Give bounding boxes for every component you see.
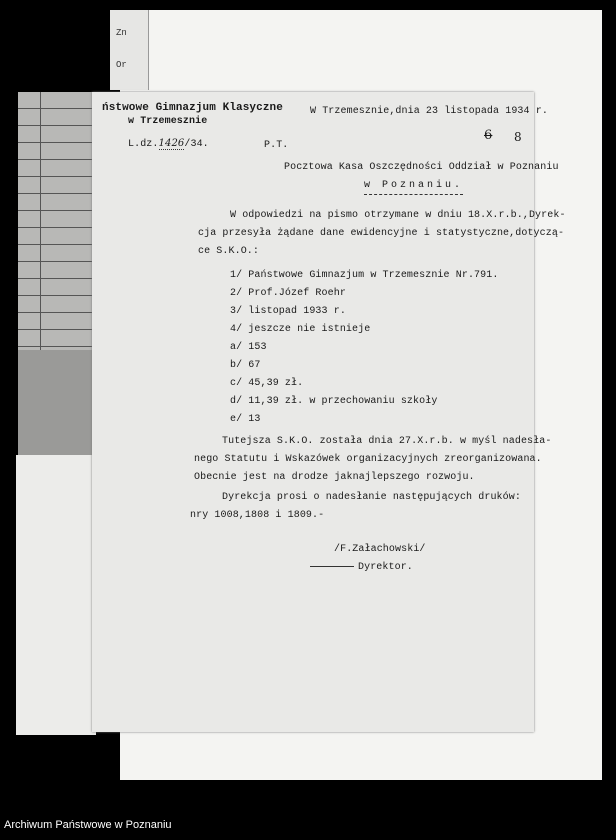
- salutation: P.T.: [264, 140, 289, 151]
- list-item-b: b/ 67: [230, 360, 261, 371]
- para3-line-2: nry 1008,1808 i 1809.-: [190, 510, 325, 521]
- letterhead-town: w Trzemesznie: [128, 116, 208, 127]
- letter-sheet: [92, 92, 566, 732]
- para3-line-1: Dyrekcja prosi o nadesłanie następujących druków:: [222, 492, 521, 503]
- signature-title: Dyrektor.: [358, 562, 413, 573]
- archive-footer: [0, 812, 616, 840]
- index-tab: [110, 10, 149, 90]
- list-item-3: 3/ listopad 1933 r.: [230, 306, 346, 317]
- tab-text-2: Or: [116, 60, 127, 70]
- ref-number: 1426: [158, 138, 185, 149]
- list-item-c: c/ 45,39 zł.: [230, 378, 304, 389]
- date-line: W Trzemesznie,dnia 23 listopada 1934 r.: [310, 106, 548, 117]
- list-item-d: d/ 11,39 zł. w przechowaniu szkoły: [230, 396, 438, 407]
- intro-line-1: W odpowiedzi na pismo otrzymane w dniu 18.X.r.b.,Dyrek-: [230, 210, 566, 221]
- list-item-e: e/ 13: [230, 414, 261, 425]
- intro-line-3: ce S.K.O.:: [198, 246, 260, 257]
- list-item-a: a/ 153: [230, 342, 267, 353]
- list-item-1: 1/ Państwowe Gimnazjum w Trzemesznie Nr.791.: [230, 270, 499, 281]
- folio-crossed: 6: [484, 128, 493, 143]
- intro-line-2: cja przesyła żądane dane ewidencyjne i statystyczne,dotyczą-: [198, 228, 565, 239]
- reference-number: [128, 138, 209, 150]
- addressee-line-1: Pocztowa Kasa Oszczędności Oddział w Poznaniu: [284, 162, 559, 173]
- para2-line-2: nego Statutu i Wskazówek organizacyjnych zreorganizowana.: [194, 454, 542, 465]
- tab-text-1: Zn: [116, 28, 127, 38]
- para2-line-1: Tutejsza S.K.O. została dnia 27.X.r.b. w myśl nadesła-: [222, 436, 552, 447]
- list-item-2: 2/ Prof.Józef Roehr: [230, 288, 346, 299]
- list-item-4: 4/ jeszcze nie istnieje: [230, 324, 371, 335]
- grey-sheet: [18, 350, 98, 460]
- left-sheet: [16, 455, 96, 735]
- archive-name: Archiwum Państwowe w Poznaniu: [4, 819, 172, 831]
- para2-line-3: Obecnie jest na drodze jaknajlepszego rozwoju.: [194, 472, 475, 483]
- letterhead-school: ństwowe Gimnazjum Klasyczne: [102, 102, 283, 114]
- ref-suffix: /34.: [184, 139, 209, 150]
- addressee-line-2: w Poznaniu.: [364, 180, 463, 195]
- folio-number: 8: [514, 130, 522, 144]
- ref-prefix: L.dz.: [128, 139, 159, 150]
- ledger-sheet: [18, 92, 102, 352]
- signature-name: /F.Załachowski/: [334, 544, 426, 555]
- signature-line: [310, 566, 354, 567]
